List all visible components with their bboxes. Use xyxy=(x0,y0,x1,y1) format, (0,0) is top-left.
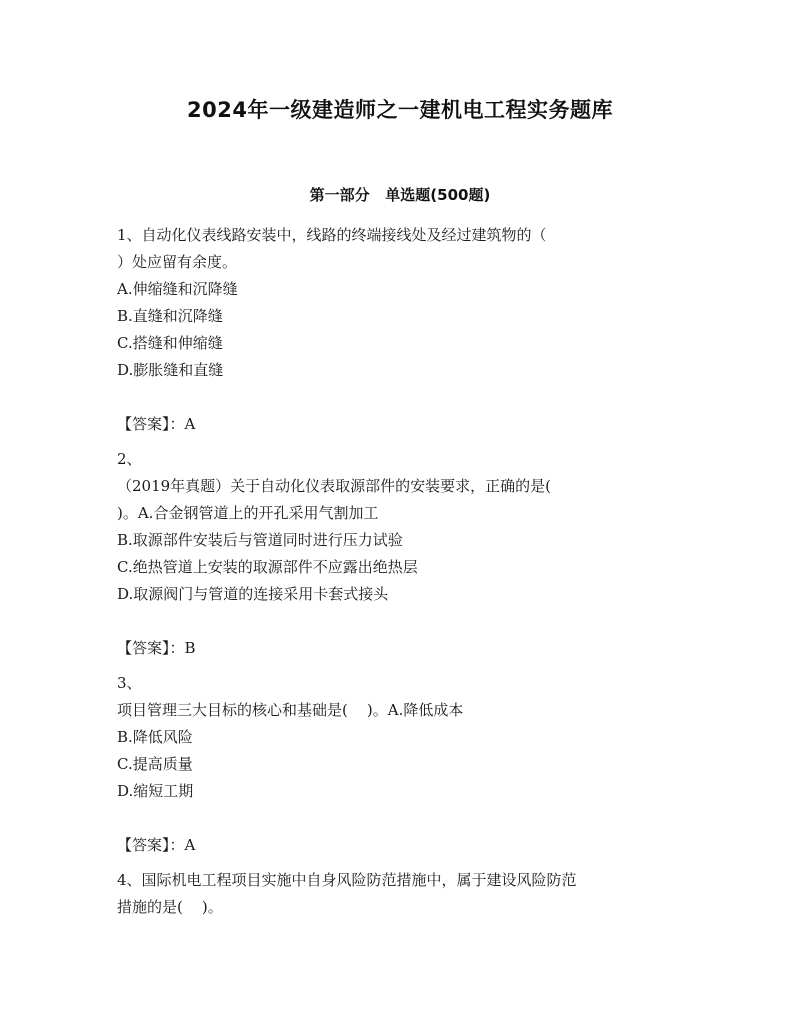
option-b: B.直缝和沉降缝 xyxy=(117,307,223,325)
option-c: C.绝热管道上安装的取源部件不应露出绝热层 xyxy=(117,558,418,576)
answer-label: 【答案】： xyxy=(117,415,185,433)
question-stem-line: 项目管理三大目标的核心和基础是( )。A.降低成本 xyxy=(117,701,464,719)
document-title: 2024年一级建造师之一建机电工程实务题库 xyxy=(187,98,613,122)
question-stem-line: 4、国际机电工程项目实施中自身风险防范措施中，属于建设风险防范 xyxy=(117,871,577,889)
question-number: 2、 xyxy=(117,450,142,468)
question-list xyxy=(117,222,687,921)
option-d: D.缩短工期 xyxy=(117,782,194,800)
answer-line xyxy=(117,411,687,438)
answer-line xyxy=(117,635,687,662)
answer-value: A xyxy=(184,415,196,433)
section-heading: 第一部分 单选题(500题) xyxy=(309,186,491,204)
question-stem-line: 1、自动化仪表线路安装中，线路的终端接线处及经过建筑物的（ xyxy=(117,226,547,244)
question-stem-line: （2019年真题）关于自动化仪表取源部件的安装要求，正确的是( xyxy=(117,477,552,495)
option-b: B.取源部件安装后与管道同时进行压力试验 xyxy=(117,531,403,549)
question-stem-line: )。A.合金钢管道上的开孔采用气割加工 xyxy=(117,504,379,522)
option-c: C.提高质量 xyxy=(117,755,193,773)
answer-value: A xyxy=(184,836,196,854)
answer-label: 【答案】： xyxy=(117,639,185,657)
answer-line xyxy=(117,832,687,859)
option-b: B.降低风险 xyxy=(117,728,193,746)
option-d: D.取源阀门与管道的连接采用卡套式接头 xyxy=(117,585,389,603)
question-stem-line: ）处应留有余度。 xyxy=(117,253,238,271)
question-stem-line: 措施的是( )。 xyxy=(117,898,223,916)
question-4 xyxy=(117,867,687,921)
option-d: D.膨胀缝和直缝 xyxy=(117,361,224,379)
question-2 xyxy=(117,446,687,670)
option-c: C.搭缝和伸缩缝 xyxy=(117,334,223,352)
answer-value: B xyxy=(184,639,196,657)
question-number: 3、 xyxy=(117,674,142,692)
question-3 xyxy=(117,670,687,867)
question-1 xyxy=(117,222,687,446)
option-a: A.伸缩缝和沉降缝 xyxy=(117,280,238,298)
answer-label: 【答案】： xyxy=(117,836,185,854)
